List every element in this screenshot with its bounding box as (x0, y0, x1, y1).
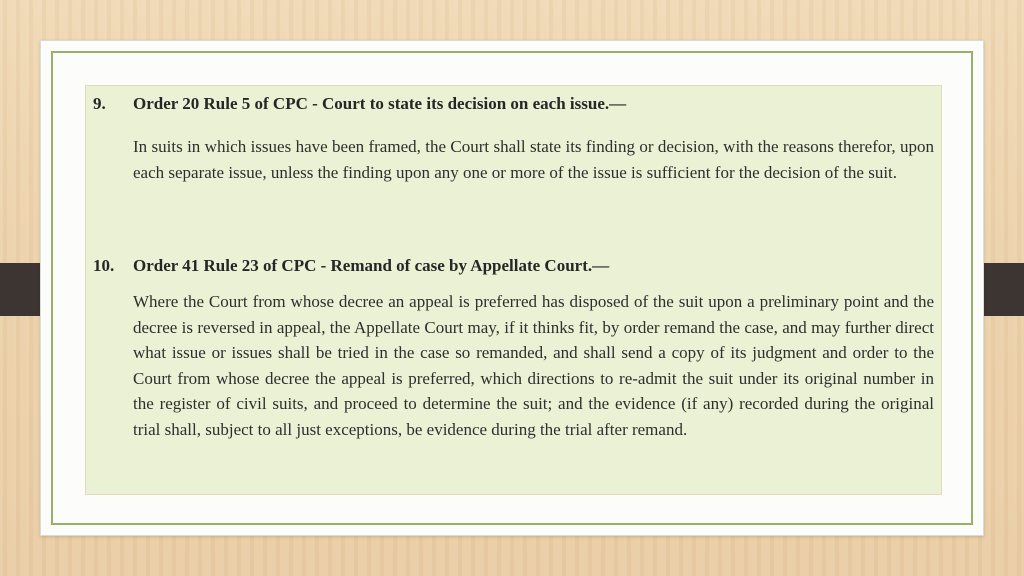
item-body-text: In suits in which issues have been framed, the Court shall state its finding or decision, with the reasons therefor, upon each separate issue, unless the finding upon any one or more of the issue is sufficient for the decision of the suit. (133, 137, 934, 182)
item-number: 10. (93, 256, 115, 275)
item-number: 9. (93, 94, 106, 113)
item-body-text: Where the Court from whose decree an appeal is preferred has disposed of the suit upon a preliminary point and the decree is reversed in appeal, the Appellate Court may, if it thinks fit, by order remand the case, and may further direct what issue or issues shall be tried in the case so remanded, and shall send a copy of its judgment and order to the Court from whose decree the appeal is preferred, which directions to re-admit the suit under its original number in the register of civil suits, and proceed to determine the suit; and the evidence (if any) recorded during the original trial shall, subject to all just exceptions, be evidence during the trial after remand. (133, 292, 934, 439)
item-heading: Order 41 Rule 23 of CPC - Remand of case by Appellate Court.— (133, 256, 610, 275)
item-heading: Order 20 Rule 5 of CPC - Court to state its decision on each issue.— (133, 94, 627, 113)
content-panel (85, 85, 942, 495)
